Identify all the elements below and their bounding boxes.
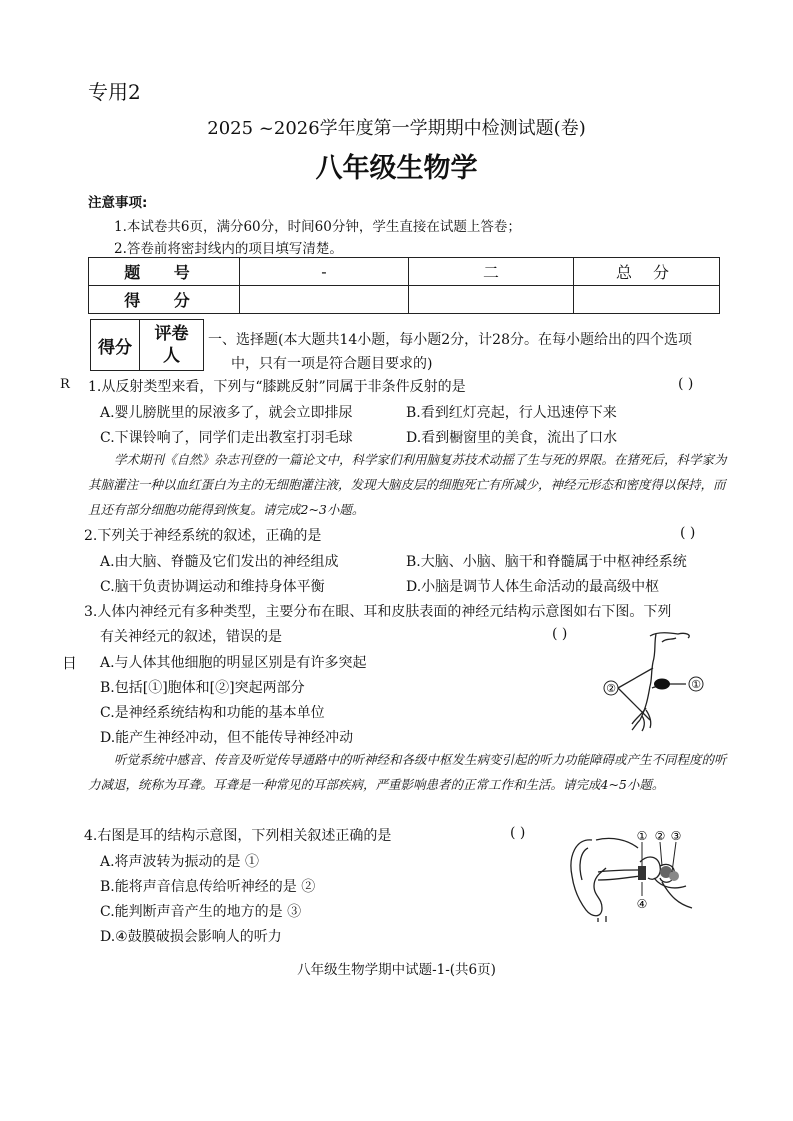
exam-subtitle: 2025 ~2026学年度第一学期期中检测试题(卷) [207,118,586,139]
margin-mark: 日 [62,654,78,672]
score-table-cell: 得 分 [89,286,240,314]
option-c[interactable]: C.能判断声音产生的地方的是 ③ [100,904,302,920]
answer-bracket[interactable]: ( ) [680,525,696,541]
grader-name-label [140,320,203,370]
option-b[interactable]: B.包括[①]胞体和[②]突起两部分 [100,680,305,696]
reading-passage: 听觉系统中感音、传音及听觉传导通路中的听神经和各级中枢发生病变引起的听力功能障碍或产生不同程度的听力减退，统称为耳聋。耳聋是一种常见的耳部疾病，严重影响患者的正常工作和生活。请完成4~5小题。 [88,752,727,792]
question-4-stem: 4.右图是耳的结构示意图，下列相关叙述正确的是 [84,828,392,844]
option-c[interactable]: C.脑干负责协调运动和维持身体平衡 [100,579,325,595]
grader-box [90,319,204,371]
margin-mark: R [60,377,70,392]
option-b[interactable]: B.看到红灯亮起，行人迅速停下来 [406,405,617,421]
option-a[interactable]: A.婴儿膀胱里的尿液多了，就会立即排尿 [100,405,353,421]
option-d[interactable]: D.小脑是调节人体生命活动的最高级中枢 [406,579,660,595]
question-1-stem: 1.从反射类型来看，下列与“膝跳反射”同属于非条件反射的是 [88,379,466,395]
score-table-cell: 二 [409,258,574,286]
neuron-cell-body [654,679,670,690]
grader-score-label: 得分 [91,320,140,370]
answer-bracket[interactable]: ( ) [510,825,526,841]
notice-item: 2.答卷前将密封线内的项目填写清楚。 [114,241,343,257]
answer-bracket[interactable]: ( ) [678,376,694,392]
option-b[interactable]: B.能将声音信息传给听神经的是 ② [100,879,316,895]
option-a[interactable]: A.由大脑、脊髓及它们发出的神经组成 [100,554,339,570]
option-a[interactable]: A.将声波转为振动的是 ① [100,854,260,870]
score-table-cell: 总 分 [574,258,720,286]
question-2-stem: 2.下列关于神经系统的叙述，正确的是 [84,528,322,544]
score-table-score-row [89,286,720,314]
score-entry-cell[interactable] [574,286,720,314]
page-footer: 八年级生物学期中试题-1-(共6页) [297,962,496,978]
exam-title: 八年级生物学 [315,153,478,184]
option-d[interactable]: D.能产生神经冲动，但不能传导神经冲动 [100,730,354,746]
score-table-header-row [89,258,720,286]
option-d[interactable]: D.④鼓膜破损会影响人的听力 [100,929,282,945]
notice-heading: 注意事项: [88,195,148,211]
figure-label: ① [691,678,701,691]
score-table-cell: 题 号 [89,258,240,286]
paper-code-label: 专用2 [88,80,141,104]
section-heading-cont: 中，只有一项是符合题目要求的) [231,356,433,372]
option-d[interactable]: D.看到橱窗里的美食，流出了口水 [406,430,618,446]
section-heading: 一、选择题(本大题共14小题，每小题2分，计28分。在每小题给出的四个选项 [208,332,692,348]
notice-item: 1.本试卷共6页，满分60分，时间60分钟，学生直接在试题上答卷； [114,219,521,235]
option-c[interactable]: C.是神经系统结构和功能的基本单位 [100,705,325,721]
grader-label-line: 人 [163,346,180,366]
option-c[interactable]: C.下课铃响了，同学们走出教室打羽毛球 [100,430,353,446]
answer-bracket[interactable]: ( ) [552,626,568,642]
score-table-cell: - [240,258,409,286]
figure-label: ③ [670,829,682,843]
grader-label-line: 评卷 [154,324,189,344]
figure-label: ② [606,682,616,695]
neuron-diagram [598,628,718,732]
reading-passage: 学术期刊《自然》杂志刊登的一篇论文中，科学家们利用脑复苏技术动摇了生与死的界限。在猪死后，科学家为其脑灌注一种以血红蛋白为主的无细胞灌注液，发现大脑皮层的细胞死亡有所减少，神经元形态和密度得以保持，而且还有部分细胞功能得到恢复。请完成2~3小题。 [88,452,727,517]
option-a[interactable]: A.与人体其他细胞的明显区别是有许多突起 [100,655,367,671]
score-entry-cell[interactable] [240,286,409,314]
ear-middle-bones [638,866,646,880]
figure-label: ② [654,829,666,843]
score-entry-cell[interactable] [409,286,574,314]
score-table [88,257,720,314]
ear-structure-diagram [562,826,702,926]
figure-label: ① [636,829,648,843]
question-3-stem-cont: 有关神经元的叙述，错误的是 [100,629,282,645]
question-3-stem: 3.人体内神经元有多种类型，主要分布在眼、耳和皮肤表面的神经元结构示意图如右下图。下列 [84,604,672,620]
option-b[interactable]: B.大脑、小脑、脑干和脊髓属于中枢神经系统 [406,554,687,570]
figure-label: ④ [636,897,648,911]
